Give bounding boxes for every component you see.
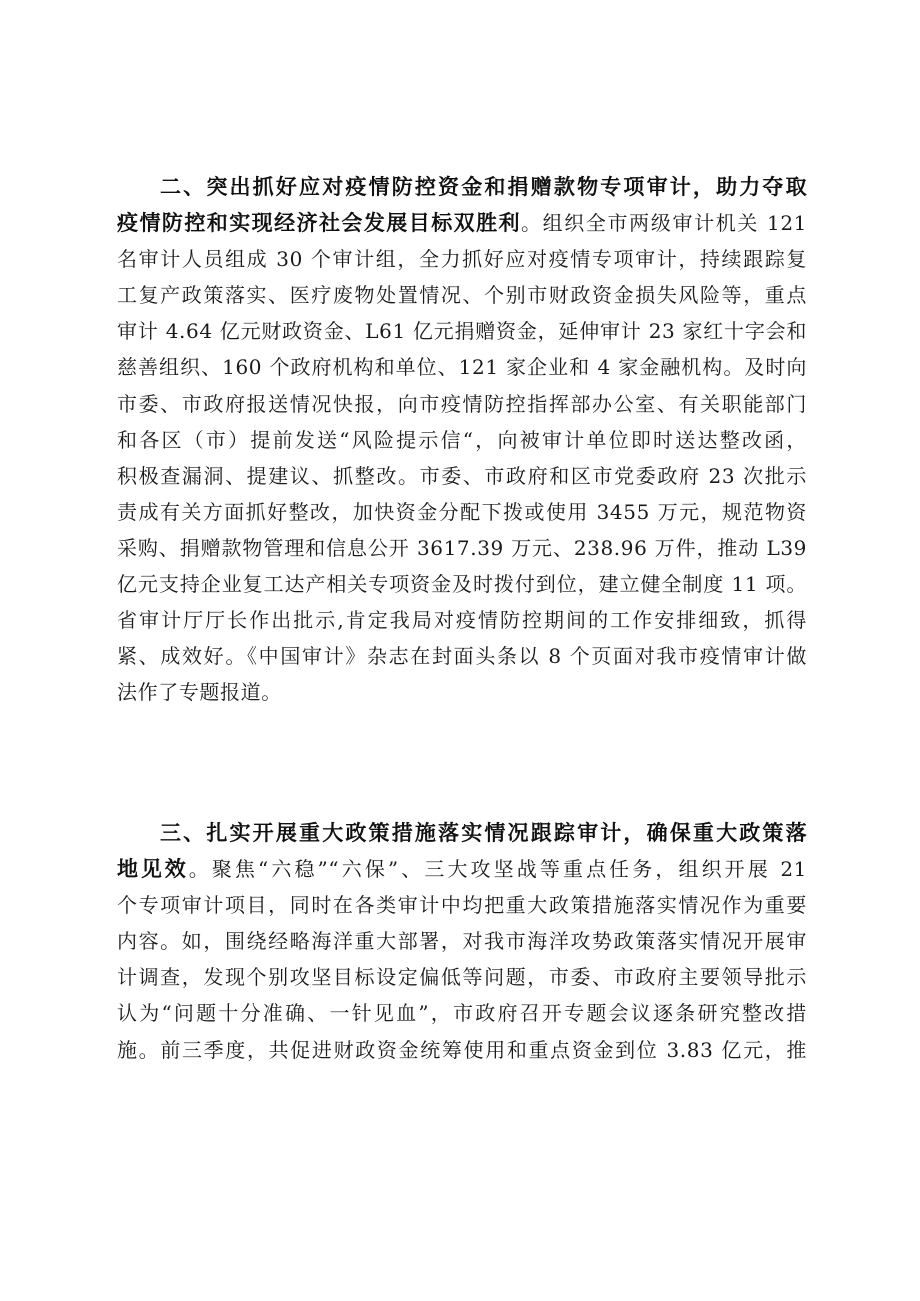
section-heading: 二、突出抓好应对疫情防控资金和捐赠款物专项审计，助力夺取 bbox=[160, 175, 807, 199]
paragraph-line: 认为“问题十分准确、一针见血”，市政府召开专题会议逐条研究整改措 bbox=[117, 1001, 807, 1026]
paragraph-line: 省审计厅厅长作出批示,肯定我局对疫情防控期间的工作安排细致，抓得 bbox=[117, 608, 807, 633]
paragraph-line: 名审计人员组成 30 个审计组，全力抓好应对疫情专项审计，持续跟踪复 bbox=[117, 247, 807, 272]
section-heading: 疫情防控和实现经济社会发展目标双胜利 bbox=[117, 211, 521, 236]
paragraph-line bbox=[117, 851, 807, 887]
paragraph-line: 亿元支持企业复工达产相关专项资金及时拨付到位，建立健全制度 11 项。 bbox=[117, 572, 807, 597]
paragraph-line bbox=[117, 205, 807, 241]
paragraph-line: 法作了专题报道。 bbox=[117, 680, 282, 705]
section-heading: 三、扎实开展重大政策措施落实情况跟踪审计，确保重大政策落 bbox=[160, 821, 807, 845]
paragraph-line: 采购、捐赠款物管理和信息公开 3617.39 万元、238.96 万件，推动 L39 bbox=[117, 535, 807, 560]
paragraph-line: 计调查，发现个别攻坚目标设定偏低等问题，市委、市政府主要领导批示 bbox=[117, 965, 807, 990]
paragraph-line: 慈善组织、160 个政府机构和单位、121 家企业和 4 家金融机构。及时向 bbox=[117, 355, 807, 380]
paragraph-line: 责成有关方面抓好整改，加快资金分配下拨或使用 3455 万元，规范物资 bbox=[117, 499, 807, 524]
paragraph-line: 内容。如，围绕经略海洋重大部署，对我市海洋攻势政策落实情况开展审 bbox=[117, 929, 807, 954]
paragraph-line: 紧、成效好。《中国审计》杂志在封面头条以 8 个页面对我市疫情审计做 bbox=[117, 644, 807, 669]
paragraph-line: 积极查漏洞、提建议、抓整改。市委、市政府和区市党委政府 23 次批示 bbox=[117, 463, 807, 488]
paragraph-line: 个专项审计项目，同时在各类审计中均把重大政策措施落实情况作为重要 bbox=[117, 893, 807, 918]
paragraph-line: 工复产政策落实、医疗废物处置情况、个别市财政资金损失风险等，重点 bbox=[117, 283, 807, 308]
paragraph-line: 施。前三季度，共促进财政资金统筹使用和重点资金到位 3.83 亿元，推 bbox=[117, 1037, 807, 1062]
paragraph-line: 审计 4.64 亿元财政资金、L61 亿元捐赠资金，延伸审计 23 家红十字会和 bbox=[117, 319, 807, 344]
section-heading: 地见效 bbox=[117, 857, 189, 882]
paragraph-line bbox=[117, 815, 807, 851]
body-text: 。组织全市两级审计机关 121 bbox=[520, 211, 808, 236]
paragraph-line: 和各区（市）提前发送“风险提示信“，向被审计单位即时送达整改函， bbox=[117, 427, 807, 452]
body-text: 。聚焦“六稳”“六保”、三大攻坚战等重点任务，组织开展 21 bbox=[188, 857, 807, 882]
paragraph-line: 市委、市政府报送情况快报，向市疫情防控指挥部办公室、有关职能部门 bbox=[117, 391, 807, 416]
paragraph-line bbox=[117, 169, 807, 205]
paragraph-epidemic-audit bbox=[117, 169, 807, 710]
paragraph-policy-audit bbox=[117, 815, 807, 1068]
